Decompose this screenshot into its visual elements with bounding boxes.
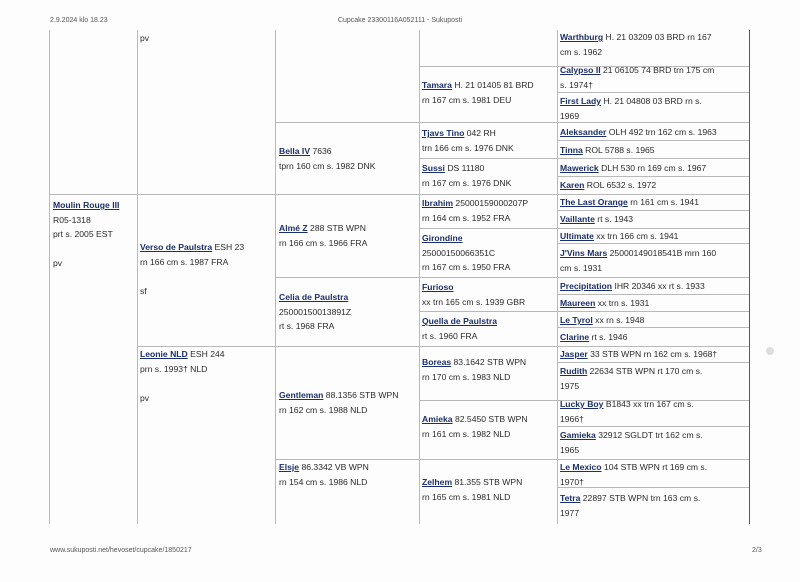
horse-aleksander: Aleksander OLH 492 trn 162 cm s. 1963 [560,127,717,137]
horse-tjavs-tino: Tjavs Tino 042 RH trn 166 cm s. 1976 DNK [422,128,514,153]
horse-vaillante: Vaillante rt s. 1943 [560,214,634,224]
horse-precipitation: Precipitation IHR 20346 xx rt s. 1933 [560,281,705,291]
horse-name-link[interactable]: Vaillante [560,214,595,224]
horse-name-link[interactable]: Gamieka [560,430,596,440]
horse-name-link[interactable]: Rudith [560,366,588,376]
horse-name-link[interactable]: Jasper [560,349,588,359]
horse-the-last-orange: The Last Orange rn 161 cm s. 1941 [560,197,699,207]
horse-name-link[interactable]: Leonie NLD [140,349,188,359]
horse-name-link[interactable]: Girondine [422,233,463,243]
horse-quella-de-paulstra: Quella de Paulstra rt s. 1960 FRA [422,316,497,341]
horse-lucky-boy: Lucky Boy B1843 xx trn 167 cm s. 1966† [560,399,694,424]
horse-name-link[interactable]: Zelhem [422,477,453,487]
horse-name-link[interactable]: Mawerick [560,163,599,173]
horse-elsje: Elsje 86.3342 VB WPN rn 154 cm s. 1986 NLD [279,462,369,487]
horse-name-link[interactable]: Le Mexico [560,462,602,472]
horse-tetra: Tetra 22897 STB WPN trn 163 cm s. 1977 [560,493,701,518]
page-number: 2/3 [752,547,762,554]
horse-name-link[interactable]: Boreas [422,357,452,367]
horse-name-link[interactable]: Calypso II [560,65,601,75]
horse-name-link[interactable]: Precipitation [560,281,613,291]
horse-name-link[interactable]: Le Tyrol [560,315,593,325]
horse-name-link[interactable]: Warthburg [560,32,604,42]
horse-le-tyrol: Le Tyrol xx rn s. 1948 [560,315,645,325]
horse-leonie-nld: Leonie NLD ESH 244 prn s. 1993† NLD pv [140,349,225,403]
horse-name-link[interactable]: Furioso [422,282,454,292]
page-title: Cupcake 23300116A052111 - Sukuposti [337,17,463,24]
horse-name-link[interactable]: Moulin Rouge III [53,200,120,210]
prev-note: pv [140,33,150,43]
horse-name-link[interactable]: First Lady [560,96,602,106]
horse-name-link[interactable]: Sussi [422,163,445,173]
horse-rudith: Rudith 22634 STB WPN rt 170 cm s. 1975 [560,366,703,391]
horse-name-link[interactable]: Karen [560,180,585,190]
horse-name-link[interactable]: Almé Z [279,223,308,233]
footer-url[interactable]: www.sukuposti.net/hevoset/cupcake/1850217 [50,547,192,554]
horse-name-link[interactable]: Amieka [422,414,453,424]
horse-alme-z: Almé Z 288 STB WPN rn 166 cm s. 1966 FRA [279,223,368,248]
horse-name-link[interactable]: The Last Orange [560,197,628,207]
horse-name-link[interactable]: Ibrahim [422,198,454,208]
horse-name-link[interactable]: Quella de Paulstra [422,316,497,326]
scan-smudge [766,347,774,355]
horse-name-link[interactable]: Tamara [422,80,452,90]
horse-name-link[interactable]: Aleksander [560,127,607,137]
horse-girondine: Girondine 25000150066351C rn 167 cm s. 1950 FRA [422,233,511,273]
horse-amieka: Amieka 82.5450 STB WPN rn 161 cm s. 1982 NLD [422,414,528,439]
horse-celia-de-paulstra: Celia de Paulstra 25000150013891Z rt s. 1968 FRA [279,292,352,332]
horse-karen: Karen ROL 6532 s. 1972 [560,180,657,190]
print-datetime: 2.9.2024 klo 18.23 [50,17,108,24]
horse-name-link[interactable]: Tinna [560,145,583,155]
horse-jvins-mars: J'Vins Mars 25000149018541B mrn 160 cm s. 1931 [560,248,717,273]
horse-name-link[interactable]: Tjavs Tino [422,128,465,138]
horse-name-link[interactable]: Gentleman [279,390,324,400]
horse-warthburg: Warthburg H. 21 03209 03 BRD rn 167 cm s. 1962 [560,32,712,57]
horse-calypso-ii: Calypso II 21 06105 74 BRD trn 175 cm s. 1974† [560,65,715,90]
horse-furioso: Furioso xx trn 165 cm s. 1939 GBR [422,282,526,307]
horse-bella-iv: Bella IV 7636 tprn 160 cm s. 1982 DNK [279,146,376,171]
horse-moulin-rouge-iii: Moulin Rouge III R05-1318 prt s. 2005 EST pv [53,200,120,269]
horse-name-link[interactable]: Celia de Paulstra [279,292,349,302]
horse-name-link[interactable]: Clarine [560,332,590,342]
horse-name-link[interactable]: Verso de Paulstra [140,242,213,252]
horse-sussi: Sussi DS 11180 rn 167 cm s. 1976 DNK [422,163,512,188]
horse-name-link[interactable]: Elsje [279,462,300,472]
horse-gentleman: Gentleman 88.1356 STB WPN rn 162 cm s. 1988 NLD [279,390,399,415]
horse-name-link[interactable]: Ultimate [560,231,594,241]
horse-ultimate: Ultimate xx trn 166 cm s. 1941 [560,231,679,241]
horse-gamieka: Gamieka 32912 SGLDT trt 162 cm s. 1965 [560,430,703,455]
horse-maureen: Maureen xx trn s. 1931 [560,298,650,308]
horse-name-link[interactable]: Tetra [560,493,581,503]
horse-clarine: Clarine rt s. 1946 [560,332,628,342]
horse-name-link[interactable]: Lucky Boy [560,399,604,409]
horse-name-link[interactable]: Maureen [560,298,596,308]
horse-verso-de-paulstra: Verso de Paulstra ESH 23 rn 166 cm s. 1987 FRA sf [140,242,245,296]
horse-zelhem: Zelhem 81.355 STB WPN rn 165 cm s. 1981 NLD [422,477,523,502]
horse-mawerick: Mawerick DLH 530 rn 169 cm s. 1967 [560,163,707,173]
horse-name-link[interactable]: J'Vins Mars [560,248,608,258]
horse-first-lady: First Lady H. 21 04808 03 BRD rn s. 1969 [560,96,702,121]
horse-name-link[interactable]: Bella IV [279,146,311,156]
horse-boreas: Boreas 83.1642 STB WPN rn 170 cm s. 1983 NLD [422,357,527,382]
horse-jasper: Jasper 33 STB WPN rn 162 cm s. 1968† [560,349,718,359]
horse-tinna: Tinna ROL 5788 s. 1965 [560,145,655,155]
horse-tamara: Tamara H. 21 01405 81 BRD rn 167 cm s. 1981 DEU [422,80,534,105]
horse-ibrahim: Ibrahim 25000159000207P rn 164 cm s. 1952 FRA [422,198,529,223]
horse-le-mexico: Le Mexico 104 STB WPN rt 169 cm s. 1970† [560,462,708,487]
